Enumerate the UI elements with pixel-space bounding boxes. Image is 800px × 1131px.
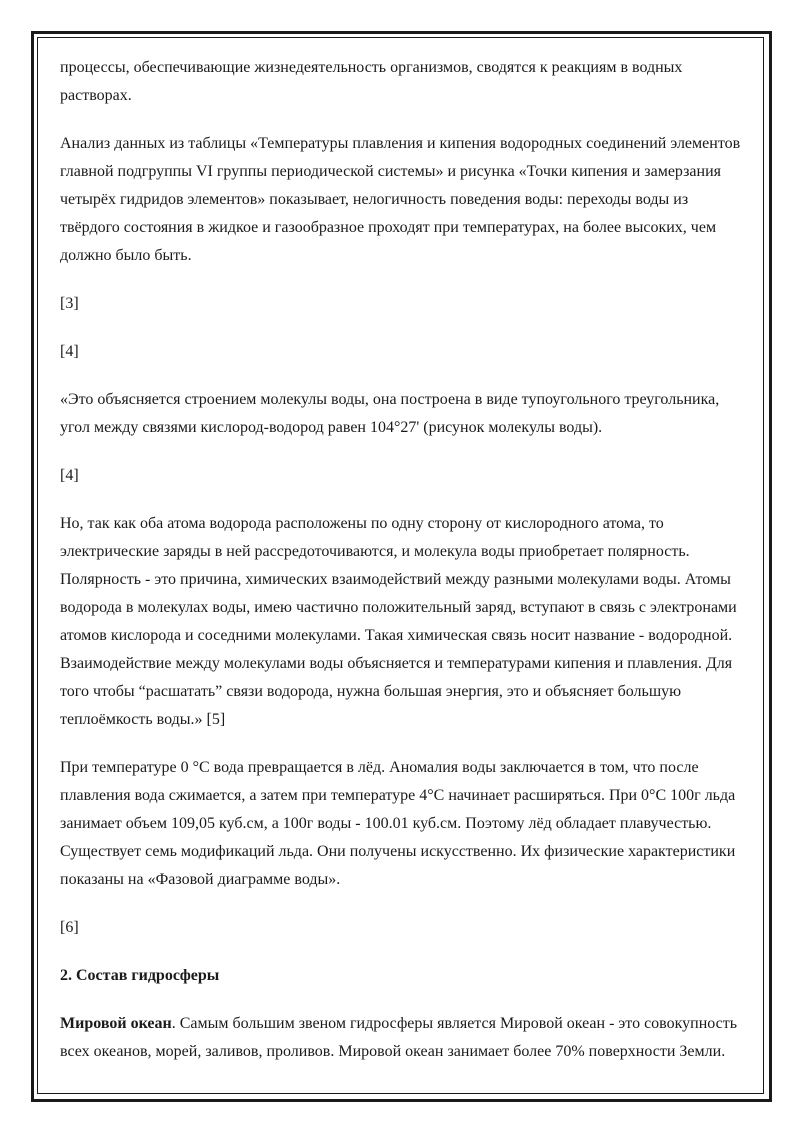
- paragraph-6-text: . Самым большим звеном гидросферы является Мировой океан - это совокупность всех океанов, морей, заливов, проливов. Мировой океан занимает более 70% поверхности Земли.: [60, 1015, 738, 1060]
- reference-4b: [4]: [60, 467, 79, 484]
- paragraph-3: «Это объясняется строением молекулы воды, она построена в виде тупоугольного треугольника, угол между связями кислород-водород равен 104°27' (рисунок молекулы воды).: [60, 391, 720, 436]
- paragraph-4: Но, так как оба атома водорода расположены по одну сторону от кислородного атома, то электрические заряды в ней рассредоточиваются, и молекула воды приобретает полярность. Полярность - это причина, химических взаимодействий между разными молекулами воды. Атомы водорода в молекулах воды, имею частично положительный заряд, вступают в связь с электронами атомов кислорода и соседними молекулами. Такая химическая связь носит название - водородной. Взаимодействие между молекулами воды объясняется и температурами кипения и плавления. Для того чтобы “расшатать” связи водорода, нужна большая энергия, это и объясняет большую теплоёмкость воды.» [5]: [60, 515, 737, 728]
- reference-6: [6]: [60, 919, 79, 936]
- document-body: [60, 54, 750, 1086]
- reference-4a: [4]: [60, 343, 79, 360]
- paragraph-6: [60, 1010, 750, 1066]
- reference-3: [3]: [60, 295, 79, 312]
- section-heading: 2. Состав гидросферы: [60, 967, 220, 984]
- paragraph-5: При температуре 0 °С вода превращается в лёд. Аномалия воды заключается в том, что после плавления вода сжимается, а затем при температуре 4°С начинает расширяться. При 0°С 100г льда занимает объем 109,05 куб.см, а 100г воды - 100.01 куб.см. Поэтому лёд обладает плавучестью. Существует семь модификаций льда. Они получены искусственно. Их физические характеристики показаны на «Фазовой диаграмме воды».: [60, 759, 736, 888]
- paragraph-6-term: Мировой океан: [60, 1015, 172, 1032]
- paragraph-2: Анализ данных из таблицы «Температуры плавления и кипения водородных соединений элементов главной подгруппы VI группы периодической системы» и рисунка «Точки кипения и замерзания четырёх гидридов элементов» показывает, нелогичность поведения воды: переходы воды из твёрдого состояния в жидкое и газообразное проходят при температурах, на более высоких, чем должно было быть.: [60, 135, 741, 264]
- paragraph-1: процессы, обеспечивающие жизнедеятельность организмов, сводятся к реакциям в водных растворах.: [60, 59, 683, 104]
